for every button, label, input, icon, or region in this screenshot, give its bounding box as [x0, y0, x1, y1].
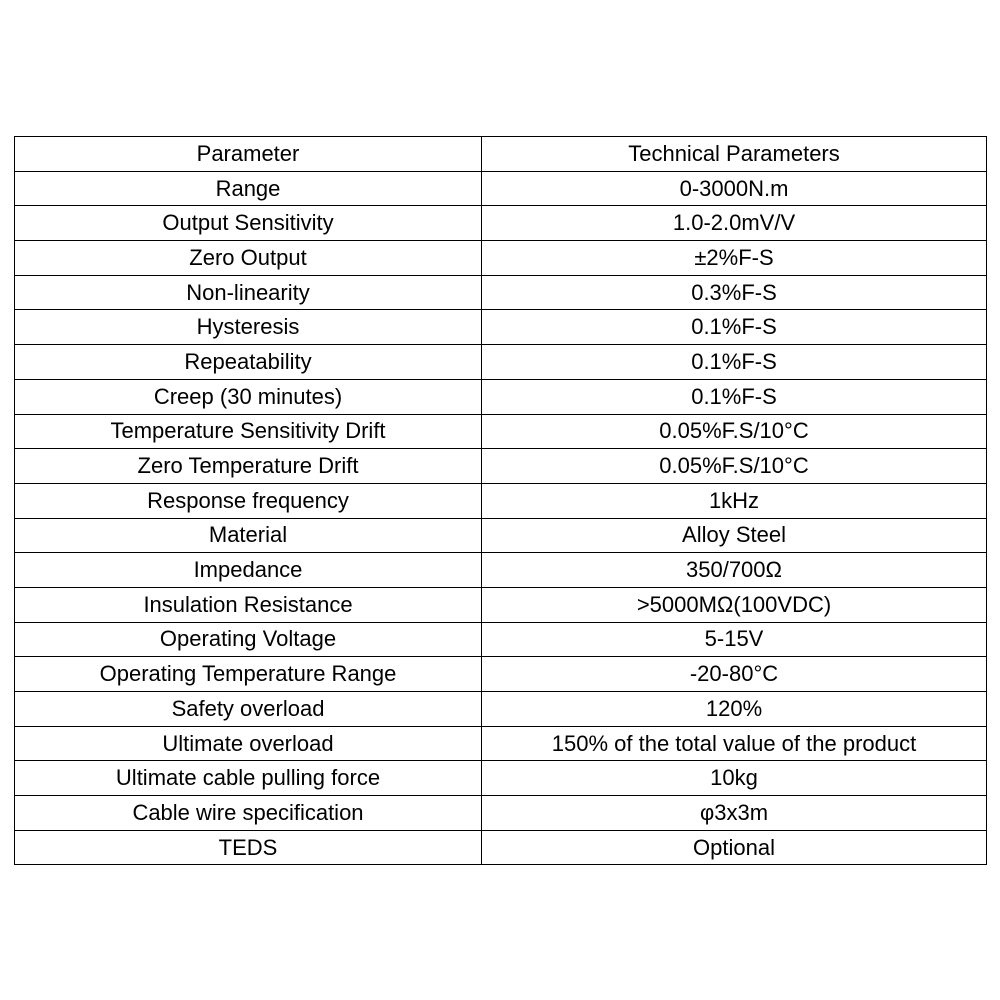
table-row: [15, 449, 987, 484]
parameter-cell: Ultimate cable pulling force: [15, 761, 482, 796]
table-row: [15, 657, 987, 692]
value-cell: 120%: [482, 692, 987, 727]
value-cell: Optional: [482, 830, 987, 865]
value-cell: >5000MΩ(100VDC): [482, 587, 987, 622]
value-cell: 1kHz: [482, 483, 987, 518]
value-cell: 0.3%F-S: [482, 275, 987, 310]
table-row: [15, 553, 987, 588]
parameter-cell: Zero Output: [15, 241, 482, 276]
parameter-cell: Operating Voltage: [15, 622, 482, 657]
table-row: [15, 796, 987, 831]
value-cell: 1.0-2.0mV/V: [482, 206, 987, 241]
parameter-cell: Operating Temperature Range: [15, 657, 482, 692]
table-row: [15, 726, 987, 761]
table-row: [15, 241, 987, 276]
table-body: [15, 171, 987, 865]
value-cell: 5-15V: [482, 622, 987, 657]
table-row: [15, 275, 987, 310]
parameter-cell: TEDS: [15, 830, 482, 865]
value-cell: φ3x3m: [482, 796, 987, 831]
parameter-cell: Safety overload: [15, 692, 482, 727]
value-cell: 0.05%F.S/10°C: [482, 449, 987, 484]
table-row: [15, 518, 987, 553]
parameter-cell: Repeatability: [15, 345, 482, 380]
header-technical-parameters: Technical Parameters: [482, 137, 987, 172]
parameter-cell: Insulation Resistance: [15, 587, 482, 622]
parameter-cell: Cable wire specification: [15, 796, 482, 831]
spec-table: [14, 136, 987, 865]
table-row: [15, 379, 987, 414]
table-row: [15, 830, 987, 865]
value-cell: 0.1%F-S: [482, 345, 987, 380]
table-row: [15, 206, 987, 241]
table-row: [15, 761, 987, 796]
parameter-cell: Hysteresis: [15, 310, 482, 345]
table-row: [15, 587, 987, 622]
value-cell: 0.1%F-S: [482, 310, 987, 345]
parameter-cell: Response frequency: [15, 483, 482, 518]
parameter-cell: Impedance: [15, 553, 482, 588]
value-cell: 0.1%F-S: [482, 379, 987, 414]
table-row: [15, 345, 987, 380]
parameter-cell: Non-linearity: [15, 275, 482, 310]
parameter-cell: Material: [15, 518, 482, 553]
table-row: [15, 692, 987, 727]
parameter-cell: Creep (30 minutes): [15, 379, 482, 414]
value-cell: ±2%F-S: [482, 241, 987, 276]
value-cell: Alloy Steel: [482, 518, 987, 553]
value-cell: 10kg: [482, 761, 987, 796]
table-header-row: [15, 137, 987, 172]
parameter-cell: Temperature Sensitivity Drift: [15, 414, 482, 449]
table-row: [15, 171, 987, 206]
table-row: [15, 414, 987, 449]
value-cell: 350/700Ω: [482, 553, 987, 588]
value-cell: 150% of the total value of the product: [482, 726, 987, 761]
value-cell: 0-3000N.m: [482, 171, 987, 206]
table-row: [15, 310, 987, 345]
parameter-cell: Output Sensitivity: [15, 206, 482, 241]
value-cell: 0.05%F.S/10°C: [482, 414, 987, 449]
table-row: [15, 622, 987, 657]
header-parameter: Parameter: [15, 137, 482, 172]
parameter-cell: Zero Temperature Drift: [15, 449, 482, 484]
parameter-cell: Ultimate overload: [15, 726, 482, 761]
parameter-cell: Range: [15, 171, 482, 206]
table-row: [15, 483, 987, 518]
value-cell: -20-80°C: [482, 657, 987, 692]
